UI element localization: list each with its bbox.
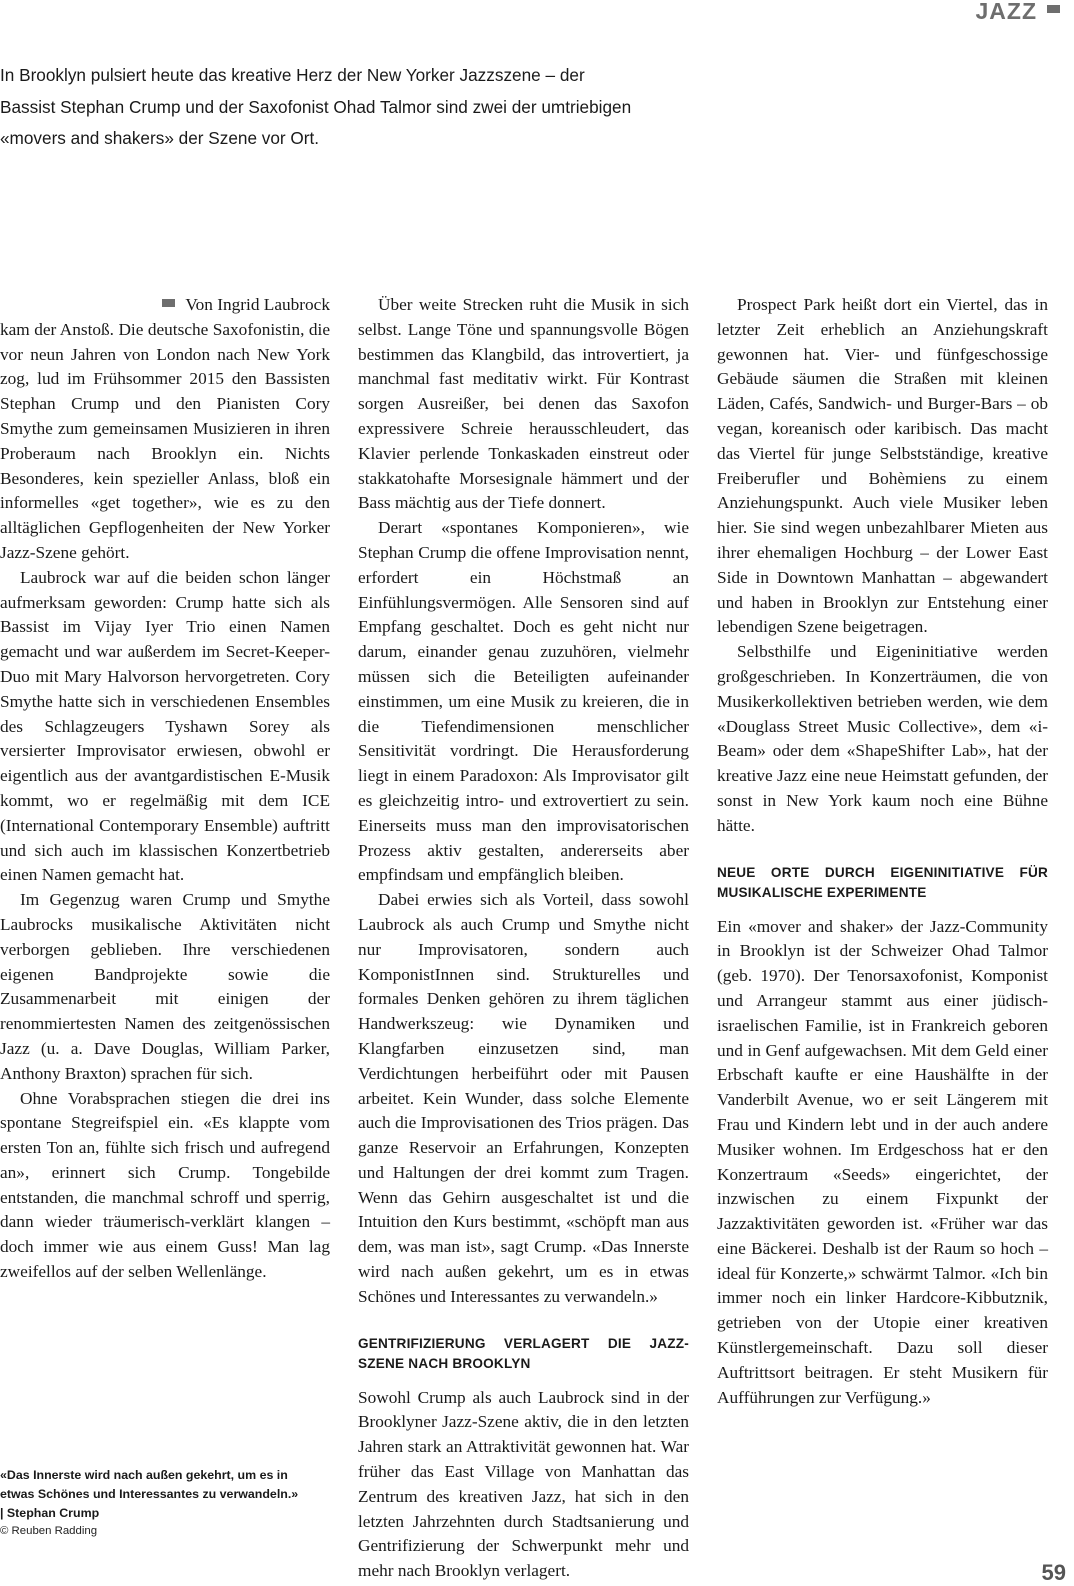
- photo-caption: «Das Innerste wird nach außen gekehrt, um es in etwas Schönes und Interessantes zu verwandeln.» | Stephan Crump: [0, 1468, 299, 1520]
- section-marker-icon: [1047, 5, 1060, 13]
- paragraph: Über weite Strecken ruht die Musik in sich selbst. Lange Töne und spannungsvolle Bögen bestimmen das Klangbild, das introvertiert, ja manchmal fast meditativ wirkt. Für Kontrast sorgen Ausreißer, bei denen das Saxofon expressivere Schreie herausschleudert, das Klavier perlende Tonkaskaden einstreut oder stakkatohafte Morsesignale hämmert und der Bass mächtig aus der Tiefe donnert.: [358, 295, 689, 513]
- page-number: 59: [1041, 1560, 1066, 1585]
- paragraph: Im Gegenzug waren Crump und Smythe Laubrocks musikalische Aktivitäten nicht verborgen geblieben. Ihre verschiedenen eigenen Bandprojekte sowie die Zusammenarbeit mit einigen der renommiertesten Namen des zeitgenössischen Jazz (u. a. Dave Douglas, William Parker, Anthony Braxton) sprachen für sich.: [0, 890, 330, 1083]
- paragraph: Derart «spontanes Komponieren», wie Stephan Crump die offene Improvisation nennt, erfordert ein Höchstmaß an Einfühlungsvermögen. Alle Sensoren sind auf Empfang geschaltet. Doch es geht nicht nur darum, einander genau zuzuhören, vielmehr müssen sich die Beteiligten aufeinander einstimmen, um eine Musik zu kreieren, die in die Tiefendimensionen menschlicher Sensitivität vordringt. Die Herausforderung liegt in einem Paradoxon: Als Improvisator gilt es gleichzeitig intro- und extrovertiert zu sein. Einerseits muss man den improvisatorischen Prozess aktiv gestalten, andererseits aber empfindsam und empfänglich bleiben.: [358, 518, 689, 885]
- paragraph: kam der Anstoß. Die deutsche Saxofonistin, die vor neun Jahren von London nach New York zog, lud im Frühsommer 2015 den Bassisten Stephan Crump und den Pianisten Cory Smythe zum gemeinsamen Musizieren in ihren Proberaum nach Brooklyn ein. Nichts Besonderes, kein spezieller Anlass, bloß ein informelles «get together», wie es zu den alltäglichen Gepflogenheiten der New Yorker Jazz-Szene gehört.: [0, 319, 330, 562]
- byline: [0, 293, 330, 318]
- section-header: [976, 0, 1061, 25]
- article-column-3: [717, 293, 1048, 1410]
- subheading: GENTRIFIZIERUNG VERLAGERT DIE JAZZ-SZENE NACH BROOKLYN: [358, 1335, 689, 1371]
- article-lead: In Brooklyn pulsiert heute das kreative Herz der New Yorker Jazzszene – der Bassist Stephan Crump und der Saxofonist Ohad Talmor sind zwei der umtriebigen «movers and shakers» der Szene vor Ort.: [0, 65, 632, 148]
- paragraph: Ohne Vorabsprachen stiegen die drei ins spontane Stegreifspiel ein. «Es klappte vom ersten Ton an, fühlte sich frisch und aufregend an», erinnert sich Crump. Tongebilde entstanden, die manchmal schroff und sperrig, dann wieder träumerisch-verklärt klangen – doch immer wie aus einem Guss! Man lag zweifellos auf der selben Wellenlänge.: [0, 1088, 330, 1282]
- paragraph: Sowohl Crump als auch Laubrock sind in der Brooklyner Jazz-Szene aktiv, die in den letzten Jahren stark an Attraktivität gewonnen hat. War früher das East Village von Manhattan das Zentrum des kreativen Jazz, hat sich in den letzten Jahrzehnten durch Stadtsanierung und Gentrifizierung der Schwerpunkt mehr und mehr nach Brooklyn verlagert.: [358, 1387, 689, 1581]
- byline-marker-icon: [162, 299, 175, 307]
- paragraph: Prospect Park heißt dort ein Viertel, das in letzter Zeit erheblich an Anziehungskraft gewonnen hat. Vier- und fünfgeschossige Gebäude säumen die Straßen mit kleinen Läden, Cafés, Sandwich- und Burger-Bars – ob vegan, koreanisch oder karibisch. Das macht das Viertel für junge Selbstständige, kreative Freiberufler und Bohèmiens zu einem Anziehungspunkt. Auch viele Musiker leben hier. Sie sind wegen unbezahlbarer Mieten aus ihrer ehemaligen Hochburg – der Lower East Side in Downtown Manhattan – abgewandert und haben in Brooklyn zur Entstehung einer lebendigen Szene beigetragen.: [717, 295, 1048, 637]
- byline-text: Von Ingrid Laubrock: [185, 295, 330, 314]
- paragraph: Dabei erwies sich als Vorteil, dass sowohl Laubrock als auch Crump und Smythe nicht nur Improvisatoren, sondern auch KomponistInnen sind. Strukturelles und formales Denken gehören zu ihrem täglichen Handwerkszeug: wie Dynamiken und Klangfarben einzusetzen sind, man Verdichtungen herbeiführt oder mit Pausen arbeitet. Kein Wunder, dass solche Elemente auch die Improvisationen des Trios prägen. Das ganze Reservoir an Erfahrungen, Konzepten und Haltungen der drei kommt zum Tragen. Wenn das Gehirn ausgeschaltet ist und die Intuition den Kurs bestimmt, «schöpft man aus dem, was man ist», sagt Crump. «Das Innerste wird nach außen gekehrt, um es in etwas Schönes und Interessantes zu verwandeln.»: [358, 890, 689, 1306]
- subheading: NEUE ORTE DURCH EIGENINITIATIVE FÜR MUSIKALISCHE EXPERIMENTE: [717, 864, 1048, 900]
- paragraph: Laubrock war auf die beiden schon länger aufmerksam geworden: Crump hatte sich als Bassist im Vijay Iyer Trio einen Namen gemacht und war außerdem im Secret-Keeper-Duo mit Mary Halvorson hervorgetreten. Cory Smythe hatte sich in verschiedenen Ensembles des Schlagzeugers Tyshawn Sorey als versierter Improvisator erwiesen, obwohl er eigentlich aus der avantgardistischen E-Musik kommt, wo er regelmäßig mit dem ICE (International Contemporary Ensemble) auftritt und sich auch im klassischen Konzertbetrieb einen Namen gemacht hat.: [0, 567, 330, 885]
- section-title: JAZZ: [975, 0, 1037, 24]
- article-column-2: [358, 293, 689, 1584]
- paragraph: Selbsthilfe und Eigeninitiative werden großgeschrieben. In Konzerträumen, die von Musikerkollektiven betrieben werden, wie dem «Douglass Street Music Collective», dem «i-Beam» oder dem «ShapeShifter Lab», hat der kreative Jazz eine neue Heimstatt gefunden, der sonst in New York kaum noch eine Bühne hätte.: [717, 642, 1048, 835]
- paragraph: Ein «mover and shaker» der Jazz-Community in Brooklyn ist der Schweizer Ohad Talmor (geb. 1970). Der Tenorsaxofonist, Komponist und Arrangeur stammt aus einer jüdisch-israelischen Familie, ist in Frankreich geboren und in Genf aufgewachsen. Mit dem Geld einer Erbschaft kaufte er eine Haushälfte in der Vanderbilt Avenue, wo er seit Längerem mit Frau und Kindern lebt und in der auch andere Musiker wohnen. Im Erdgeschoss hat er den Konzertraum «Seeds» eingerichtet, der inzwischen zu einem Fixpunkt der Jazzaktivitäten geworden ist. «Früher war das eine Bäckerei. Deshalb ist der Raum so hoch – ideal für Konzerte,» schwärmt Talmor. «Ich bin immer noch ein linker Hardcore-Kibbutznik, getrieben von der Utopie einer kreativen Künstlergemeinschaft. Dazu soll dieser Auftrittsort beitragen. Er steht Musikern für Aufführungen zur Verfügung.»: [717, 916, 1048, 1407]
- article-column-1: [0, 293, 330, 1285]
- photo-credit: © Reuben Radding: [0, 1525, 98, 1537]
